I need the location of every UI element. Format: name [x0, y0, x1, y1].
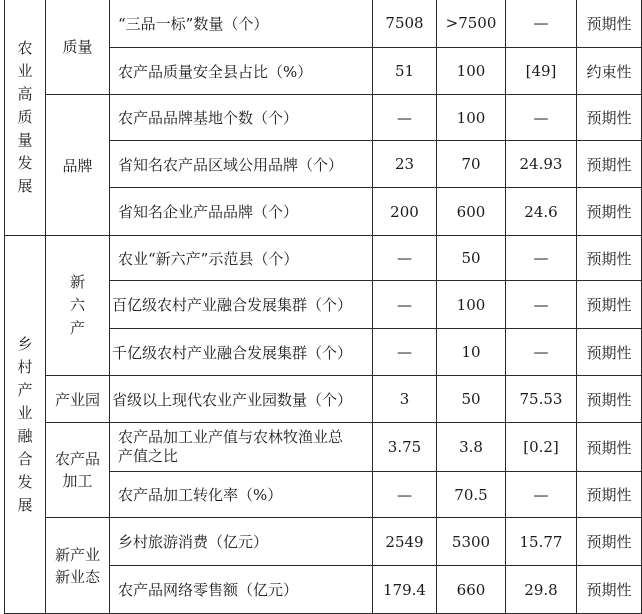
- target-value-cell: 100: [437, 281, 506, 329]
- indicator-cell: “三品一标”数量（个）: [110, 0, 373, 48]
- target-value-cell: 100: [437, 48, 506, 95]
- target-value-cell: 600: [437, 188, 506, 236]
- base-value-cell: 2549: [373, 518, 437, 566]
- indicator-cell: 乡村旅游消费（亿元）: [110, 518, 373, 566]
- contribution-cell: —: [506, 329, 577, 376]
- contribution-cell: 24.93: [506, 141, 577, 188]
- table-row: [5, 518, 642, 566]
- target-value-cell: 660: [437, 566, 506, 614]
- contribution-cell: 15.77: [506, 518, 577, 566]
- type-cell: 预期性: [577, 472, 642, 518]
- indicator-cell: 农产品品牌基地个数（个）: [110, 95, 373, 141]
- base-value-cell: 23: [373, 141, 437, 188]
- contribution-cell: 29.8: [506, 566, 577, 614]
- group-cell: [46, 423, 110, 518]
- type-cell: 预期性: [577, 0, 642, 48]
- group-label: 新产业新业态: [54, 545, 100, 586]
- contribution-cell: —: [506, 0, 577, 48]
- contribution-cell: 75.53: [506, 376, 577, 423]
- type-cell: 预期性: [577, 281, 642, 329]
- base-value-cell: 7508: [373, 0, 437, 48]
- indicator-cell: 千亿级农村产业融合发展集群（个）: [110, 329, 373, 376]
- group-cell: 质量: [46, 0, 110, 95]
- type-cell: 预期性: [577, 423, 642, 472]
- target-value-cell: >7500: [437, 0, 506, 48]
- section-cell: [5, 0, 46, 236]
- target-value-cell: 100: [437, 95, 506, 141]
- target-value-cell: 70.5: [437, 472, 506, 518]
- target-value-cell: 10: [437, 329, 506, 376]
- base-value-cell: 179.4: [373, 566, 437, 614]
- target-value-cell: 70: [437, 141, 506, 188]
- type-cell: 预期性: [577, 329, 642, 376]
- base-value-cell: 3: [373, 376, 437, 423]
- table-row: [5, 95, 642, 141]
- base-value-cell: —: [373, 95, 437, 141]
- type-cell: 预期性: [577, 518, 642, 566]
- indicator-cell: 农产品网络零售额（亿元）: [110, 566, 373, 614]
- type-cell: 预期性: [577, 95, 642, 141]
- target-value-cell: 5300: [437, 518, 506, 566]
- target-value-cell: 3.8: [437, 423, 506, 472]
- indicator-cell: 省级以上现代农业产业园数量（个）: [110, 376, 373, 423]
- section-cell: [5, 236, 46, 614]
- section-label: 农业高质量发展: [17, 38, 33, 195]
- type-cell: 预期性: [577, 141, 642, 188]
- type-cell: 预期性: [577, 236, 642, 281]
- type-cell: 预期性: [577, 376, 642, 423]
- base-value-cell: 51: [373, 48, 437, 95]
- group-cell: [46, 236, 110, 376]
- table-row: [5, 0, 642, 48]
- group-label: 农产品加工: [54, 450, 100, 490]
- table-row: [5, 376, 642, 423]
- section-label: 乡村产业融合发展: [17, 334, 33, 514]
- base-value-cell: —: [373, 329, 437, 376]
- contribution-cell: 24.6: [506, 188, 577, 236]
- type-cell: 预期性: [577, 566, 642, 614]
- indicator-cell: [110, 423, 373, 472]
- group-cell: 产业园: [46, 376, 110, 423]
- group-cell: [46, 518, 110, 614]
- base-value-cell: —: [373, 281, 437, 329]
- base-value-cell: 3.75: [373, 423, 437, 472]
- contribution-cell: —: [506, 472, 577, 518]
- type-cell: 预期性: [577, 188, 642, 236]
- target-value-cell: 50: [437, 376, 506, 423]
- indicator-cell: 省知名企业产品品牌（个）: [110, 188, 373, 236]
- indicator-cell: 省知名农产品区域公用品牌（个）: [110, 141, 373, 188]
- type-cell: 约束性: [577, 48, 642, 95]
- contribution-cell: [49]: [506, 48, 577, 95]
- indicator-cell: 百亿级农村产业融合发展集群（个）: [110, 281, 373, 329]
- indicator-table: [4, 0, 642, 614]
- contribution-cell: [0.2]: [506, 423, 577, 472]
- group-cell: 品牌: [46, 95, 110, 236]
- base-value-cell: —: [373, 236, 437, 281]
- table-row: [5, 236, 642, 281]
- group-label: 新六产: [69, 273, 85, 337]
- target-value-cell: 50: [437, 236, 506, 281]
- table-row: [5, 423, 642, 472]
- indicator-cell: 农产品质量安全县占比（%）: [110, 48, 373, 95]
- contribution-cell: —: [506, 95, 577, 141]
- indicator-cell: 农产品加工转化率（%）: [110, 472, 373, 518]
- base-value-cell: —: [373, 472, 437, 518]
- base-value-cell: 200: [373, 188, 437, 236]
- contribution-cell: —: [506, 236, 577, 281]
- indicator-text: 农产品加工业产值与农林牧渔业总产值之比: [118, 428, 344, 465]
- contribution-cell: —: [506, 281, 577, 329]
- indicator-cell: 农业“新六产”示范县（个）: [110, 236, 373, 281]
